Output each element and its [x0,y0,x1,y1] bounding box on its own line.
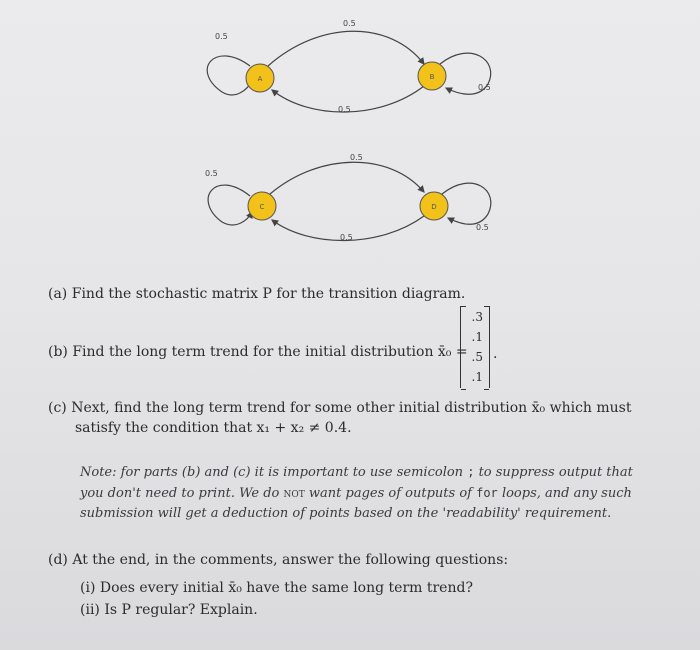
note-part2: to suppress output that you don't need to print. We do [80,465,633,501]
question-d-text: At the end, in the comments, answer the following questions: [72,552,509,568]
label-a-self: 0.5 [215,32,228,41]
question-d-i [80,578,473,598]
question-d-i-label: (i) [80,580,96,596]
vector-entry-1: .3 [471,310,483,324]
diagram-top [207,19,490,114]
question-a-label: (a) [48,286,68,302]
edge-a-self-loop [207,56,252,95]
question-d-ii [80,600,258,620]
label-c-to-d: 0.5 [350,153,363,162]
note-semicolon: ; [467,465,475,479]
question-d-label: (d) [48,552,68,568]
question-c-label: (c) [48,400,67,416]
question-d-ii-text: Is P regular? Explain. [104,602,258,618]
question-a [48,284,465,304]
note-not-word: not [283,486,305,501]
diagram-bottom [205,153,491,242]
label-b-to-a: 0.5 [338,105,351,114]
note-part1: Note: for parts (b) and (c) it is important to use semicolon [80,465,464,480]
transition-diagram [0,0,700,280]
question-b-text: Find the long term trend for the initial distribution x̄₀ = [72,344,468,360]
vector-entry-3: .5 [471,350,483,364]
node-b-label: B [429,73,435,81]
label-d-self: 0.5 [476,223,489,232]
question-d-ii-label: (ii) [80,602,100,618]
vector-entry-4: .1 [471,370,483,384]
question-c [48,398,638,438]
note-part3: want pages of outputs of [308,486,472,501]
vector-entry-2: .1 [471,330,483,344]
vector-period: . [493,346,498,362]
question-b [48,342,468,362]
node-c-label: C [259,203,265,211]
edge-d-self-loop [442,183,491,224]
label-d-to-c: 0.5 [340,233,353,242]
question-c-line1: Next, find the long term trend for some other initial distribution x̄₀ which must [71,400,632,416]
edge-c-to-d [270,162,424,194]
node-d-label: D [431,203,437,211]
edge-c-self-loop [208,185,252,225]
label-a-to-b: 0.5 [343,19,356,28]
question-d [48,550,508,570]
question-d-i-text: Does every initial x̄₀ have the same long term trend? [99,580,473,596]
edge-a-to-b [268,31,424,66]
note-paragraph [80,462,640,524]
node-a-label: A [257,75,263,83]
initial-distribution-vector [460,306,490,388]
question-c-line2: satisfy the condition that x₁ + x₂ ≠ 0.4. [75,420,352,436]
label-c-self: 0.5 [205,169,218,178]
label-b-self: 0.5 [478,83,491,92]
note-for-word: for [476,486,498,500]
note-part4: loops, and any such submission will get a deduction of points based on the 'readability' requirement. [80,486,632,521]
question-a-text: Find the stochastic matrix P for the transition diagram. [71,286,466,302]
question-b-label: (b) [48,344,68,360]
